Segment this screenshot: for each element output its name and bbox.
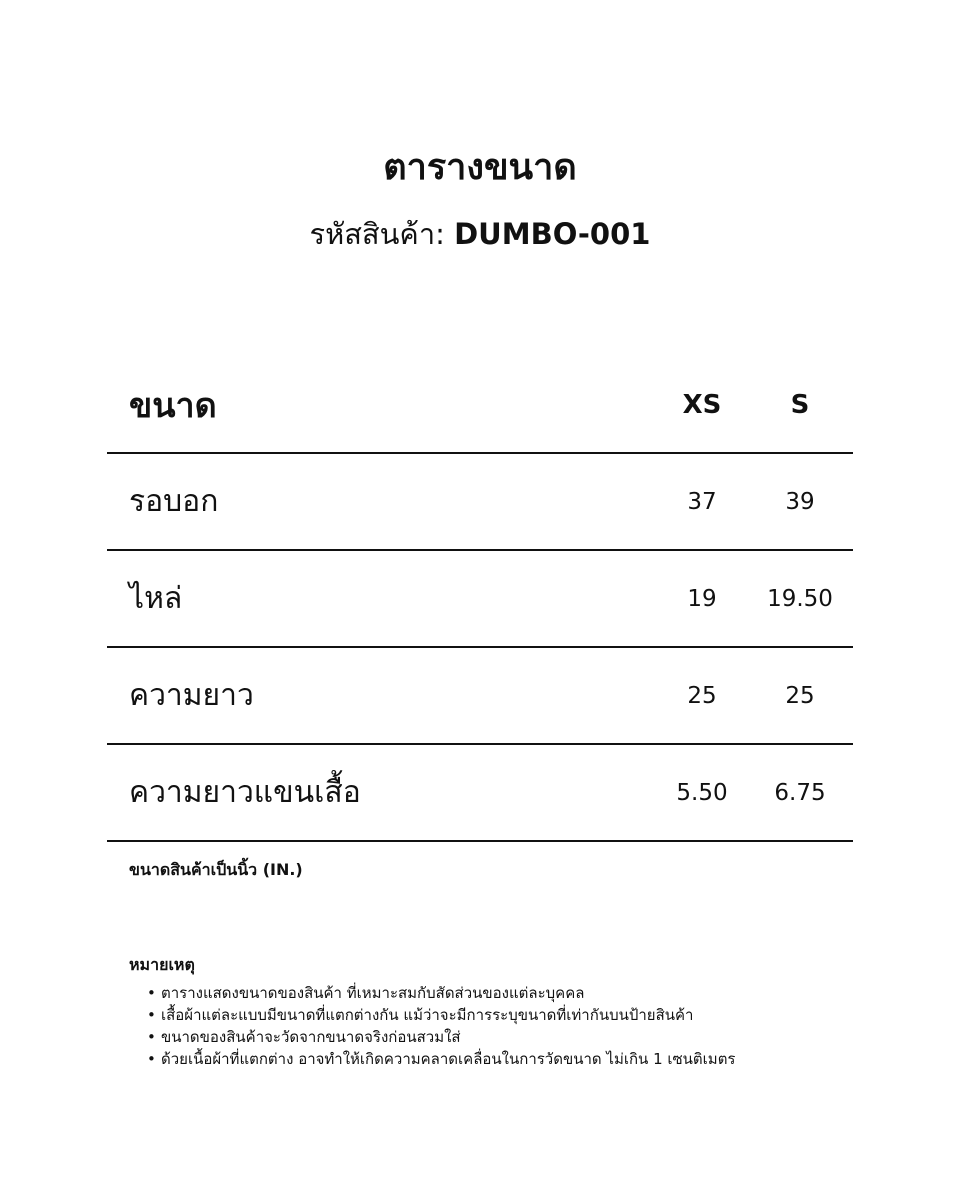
row-value-xs: 5.50 — [676, 779, 728, 806]
note-item — [147, 982, 889, 1004]
bullet-icon: • — [147, 1006, 156, 1024]
row-value-s: 39 — [785, 488, 815, 515]
product-code-line — [0, 210, 960, 258]
notes-section — [129, 952, 889, 1070]
row-label: ความยาว — [129, 678, 254, 713]
note-item — [147, 1004, 889, 1026]
bullet-icon: • — [147, 1028, 156, 1046]
bullet-icon: • — [147, 1050, 156, 1068]
table-row — [107, 454, 853, 551]
size-table — [107, 358, 853, 842]
row-label: ความยาวแขนเสื้อ — [129, 775, 361, 810]
page-title: ตารางขนาด — [383, 147, 577, 188]
note-item — [147, 1026, 889, 1048]
note-text: ตารางแสดงขนาดของสินค้า ที่เหมาะสมกับสัดส่วนของแต่ละบุคคล — [161, 984, 585, 1002]
note-text: เสื้อผ้าแต่ละแบบมีขนาดที่แตกต่างกัน แม้ว่าจะมีการระบุขนาดที่เท่ากันบนป้ายสินค้า — [161, 1006, 694, 1024]
note-text: ขนาดของสินค้าจะวัดจากขนาดจริงก่อนสวมใส่ — [161, 1028, 461, 1046]
row-value-xs: 19 — [687, 585, 717, 612]
bullet-icon: • — [147, 984, 156, 1002]
product-code-value: DUMBO-001 — [454, 217, 651, 251]
product-code-label: รหัสสินค้า: — [309, 217, 445, 251]
table-header-row — [107, 358, 853, 454]
row-value-xs: 25 — [687, 682, 717, 709]
row-value-s: 25 — [785, 682, 815, 709]
row-value-s: 19.50 — [767, 585, 833, 612]
table-row — [107, 551, 853, 648]
note-item — [147, 1048, 889, 1070]
table-row — [107, 745, 853, 842]
note-text: ด้วยเนื้อผ้าที่แตกต่าง อาจทำให้เกิดความคลาดเคลื่อนในการวัดขนาด ไม่เกิน 1 เซนติเมตร — [161, 1050, 736, 1068]
row-value-xs: 37 — [687, 488, 717, 515]
notes-list — [129, 982, 889, 1070]
table-row — [107, 648, 853, 745]
row-value-s: 6.75 — [774, 779, 826, 806]
table-header-label: ขนาด — [129, 386, 217, 426]
size-header-xs: XS — [682, 390, 722, 420]
row-label: ไหล่ — [129, 581, 183, 616]
size-header-s: S — [790, 390, 810, 420]
notes-title: หมายเหตุ — [129, 955, 195, 974]
unit-note: ขนาดสินค้าเป็นนิ้ว (IN.) — [129, 860, 303, 879]
row-label: รอบอก — [129, 484, 219, 519]
